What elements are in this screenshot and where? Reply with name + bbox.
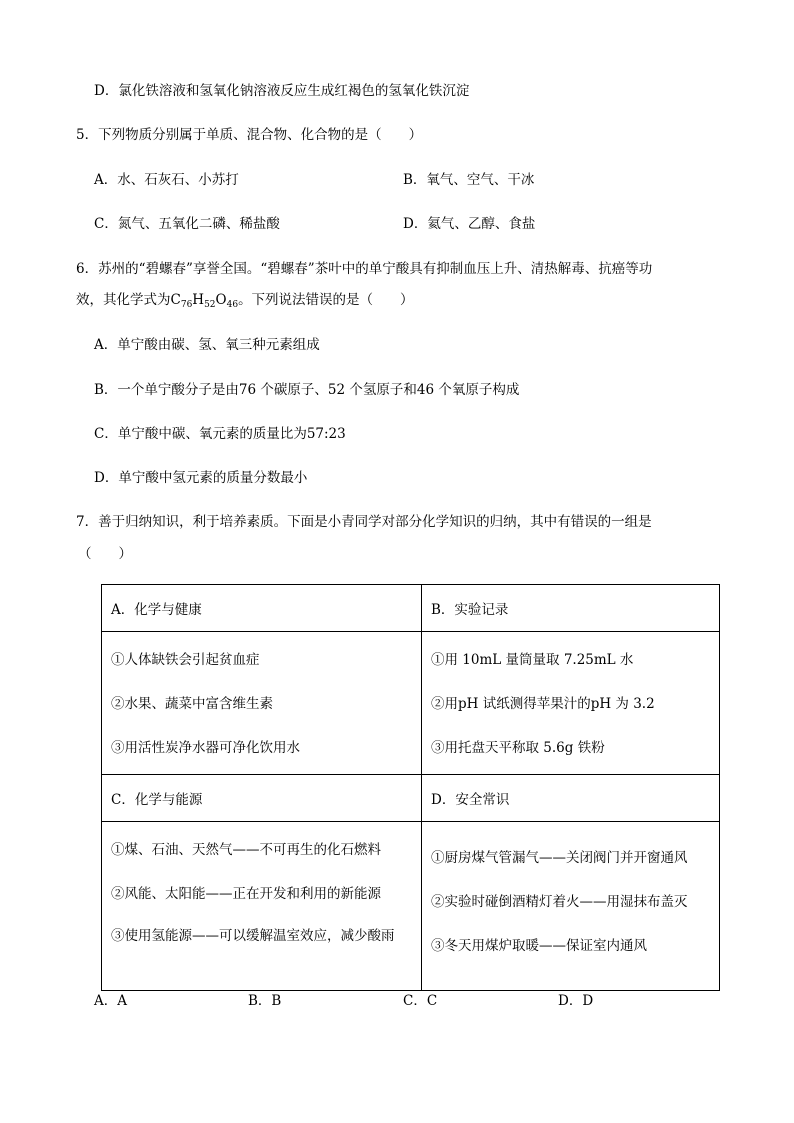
q7-option-c: C．C bbox=[403, 993, 438, 1009]
d-item-3: ③冬天用煤炉取暖——保证室内通风 bbox=[431, 938, 647, 954]
q5-option-a: A．水、石灰石、小苏打 bbox=[94, 172, 239, 188]
c-item-2: ②风能、太阳能——正在开发和利用的新能源 bbox=[111, 886, 381, 902]
b-item-2: ②用pH 试纸测得苹果汁的pH 为 3.2 bbox=[431, 696, 655, 712]
q6-stem-line1: 6．苏州的“碧螺春”享誉全国。“碧螺春”茶叶中的单宁酸具有抑制血压上升、清热解毒、抗癌等功 bbox=[76, 261, 653, 277]
b-item-3: ③用托盘天平称取 5.6g 铁粉 bbox=[431, 740, 605, 756]
q6-stem-suffix: 。下列说法错误的是（ ） bbox=[238, 292, 414, 308]
cell-c-body bbox=[102, 822, 422, 991]
cell-d-body bbox=[422, 822, 720, 991]
cell-c-title: C．化学与能源 bbox=[102, 775, 422, 822]
q4-option-d: D．氯化铁溶液和氢氧化钠溶液反应生成红褐色的氢氧化铁沉淀 bbox=[94, 83, 470, 99]
a-item-1: ①人体缺铁会引起贫血症 bbox=[111, 652, 260, 668]
cell-b-title: B．实验记录 bbox=[422, 585, 720, 632]
q6-stem-prefix: 效，其化学式为 bbox=[76, 292, 171, 308]
a-item-3: ③用活性炭净水器可净化饮用水 bbox=[111, 740, 300, 756]
q6-option-a: A．单宁酸由碳、氢、氧三种元素组成 bbox=[94, 337, 320, 353]
cell-a-title: A．化学与健康 bbox=[102, 585, 422, 632]
q7-stem-line2: （ ） bbox=[78, 546, 132, 562]
q6-option-b: B．一个单宁酸分子是由76 个碳原子、52 个氢原子和46 个氧原子构成 bbox=[94, 382, 520, 398]
q5-option-d: D．氦气、乙醇、食盐 bbox=[403, 216, 536, 232]
knowledge-summary-table bbox=[101, 584, 720, 991]
d-item-2: ②实验时碰倒酒精灯着火——用湿抹布盖灭 bbox=[431, 894, 688, 910]
a-item-2: ②水果、蔬菜中富含维生素 bbox=[111, 696, 273, 712]
c-item-1: ①煤、石油、天然气——不可再生的化石燃料 bbox=[111, 842, 381, 858]
cell-b-body bbox=[422, 632, 720, 775]
q5-option-b: B．氧气、空气、干冰 bbox=[403, 172, 535, 188]
q6-option-c: C．单宁酸中碳、氧元素的质量比为57:23 bbox=[94, 426, 346, 442]
d-item-1: ①厨房煤气管漏气——关闭阀门并开窗通风 bbox=[431, 850, 688, 866]
chemical-formula: $C_{76}H_{52}O_{46}$ bbox=[170, 292, 239, 310]
q6-option-d: D．单宁酸中氢元素的质量分数最小 bbox=[94, 470, 308, 486]
q7-stem-line1: 7．善于归纳知识，利于培养素质。下面是小青同学对部分化学知识的归纳，其中有错误的一组是 bbox=[76, 514, 652, 530]
q7-option-d: D．D bbox=[558, 993, 594, 1009]
q7-option-a: A．A bbox=[94, 993, 127, 1009]
c-item-3: ③使用氢能源——可以缓解温室效应，减少酸雨 bbox=[111, 928, 395, 944]
q7-option-b: B．B bbox=[248, 993, 282, 1009]
q6-stem-line2 bbox=[76, 290, 414, 310]
q5-stem: 5．下列物质分别属于单质、混合物、化合物的是（ ） bbox=[76, 127, 423, 143]
q5-option-c: C．氮气、五氧化二磷、稀盐酸 bbox=[94, 216, 280, 232]
b-item-1: ①用 10mL 量筒量取 7.25mL 水 bbox=[431, 652, 634, 668]
cell-a-body bbox=[102, 632, 422, 775]
cell-d-title: D．安全常识 bbox=[422, 775, 720, 822]
